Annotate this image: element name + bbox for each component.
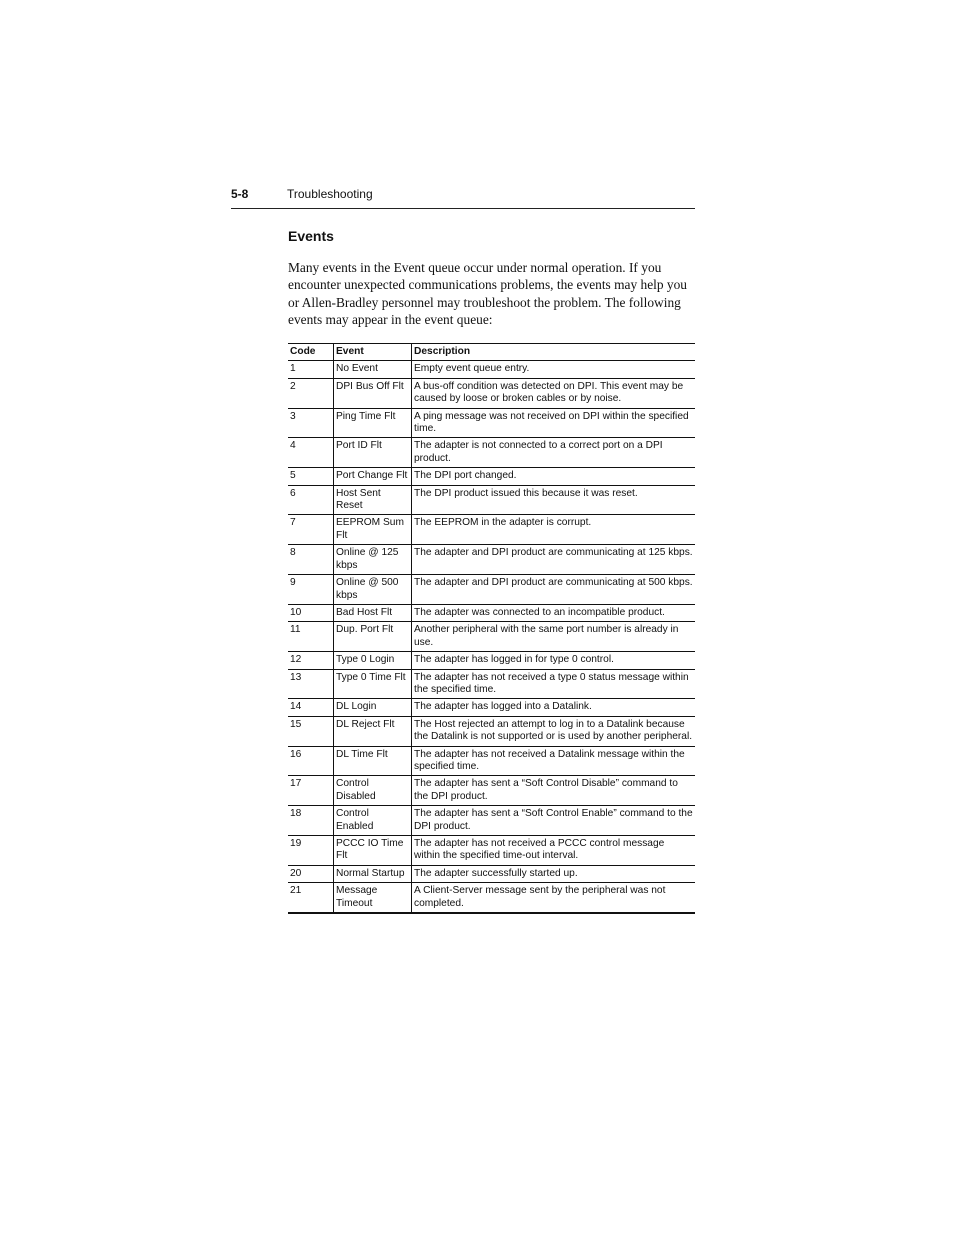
event-code: 8 bbox=[288, 545, 334, 575]
event-name: Bad Host Flt bbox=[334, 604, 412, 621]
event-description: The adapter has not received a Datalink message within the specified time. bbox=[412, 746, 696, 776]
event-name: Control Disabled bbox=[334, 776, 412, 806]
event-name: Ping Time Flt bbox=[334, 408, 412, 438]
table-row bbox=[288, 883, 695, 913]
event-name: Online @ 500 kbps bbox=[334, 575, 412, 605]
event-name: EEPROM Sum Flt bbox=[334, 515, 412, 545]
event-code: 17 bbox=[288, 776, 334, 806]
event-code: 9 bbox=[288, 575, 334, 605]
table-row bbox=[288, 575, 695, 605]
event-description: The adapter successfully started up. bbox=[412, 865, 696, 882]
event-description: The adapter has logged in for type 0 control. bbox=[412, 652, 696, 669]
event-code: 1 bbox=[288, 361, 334, 378]
event-name: DPI Bus Off Flt bbox=[334, 378, 412, 408]
event-description: A ping message was not received on DPI within the specified time. bbox=[412, 408, 696, 438]
event-name: Port Change Flt bbox=[334, 468, 412, 485]
event-code: 15 bbox=[288, 716, 334, 746]
event-description: The EEPROM in the adapter is corrupt. bbox=[412, 515, 696, 545]
event-code: 19 bbox=[288, 836, 334, 866]
event-code: 13 bbox=[288, 669, 334, 699]
event-description: A Client-Server message sent by the peripheral was not completed. bbox=[414, 885, 666, 909]
event-code: 21 bbox=[288, 883, 334, 913]
table-row bbox=[288, 545, 695, 575]
event-code: 2 bbox=[288, 378, 334, 408]
event-name: Online @ 125 kbps bbox=[334, 545, 412, 575]
event-description: The Host rejected an attempt to log in to a Datalink because the Datalink is not supported or is used by another peripheral. bbox=[412, 716, 696, 746]
event-name: Host Sent Reset bbox=[334, 485, 412, 515]
event-description: The adapter is not connected to a correct port on a DPI product. bbox=[412, 438, 696, 468]
table-row bbox=[288, 378, 695, 408]
event-name: Port ID Flt bbox=[334, 438, 412, 468]
table-row bbox=[288, 776, 695, 806]
event-description: The adapter and DPI product are communicating at 125 kbps. bbox=[412, 545, 696, 575]
event-description: A bus-off condition was detected on DPI. This event may be caused by loose or broken cables or by noise. bbox=[412, 378, 696, 408]
table-row bbox=[288, 865, 695, 882]
table-row bbox=[288, 669, 695, 699]
event-description: The adapter was connected to an incompatible product. bbox=[412, 604, 696, 621]
event-name: No Event bbox=[334, 361, 412, 378]
event-name: Message Timeout bbox=[334, 883, 412, 913]
event-code: 14 bbox=[288, 699, 334, 716]
table-row bbox=[288, 485, 695, 515]
event-code: 5 bbox=[288, 468, 334, 485]
event-name: DL Login bbox=[334, 699, 412, 716]
table-row bbox=[288, 716, 695, 746]
event-name: DL Time Flt bbox=[334, 746, 412, 776]
table-row bbox=[288, 468, 695, 485]
section-heading: Events bbox=[288, 228, 334, 244]
table-row bbox=[288, 652, 695, 669]
table-row bbox=[288, 604, 695, 621]
event-code: 7 bbox=[288, 515, 334, 545]
table-row bbox=[288, 408, 695, 438]
table-row bbox=[288, 515, 695, 545]
event-code: 12 bbox=[288, 652, 334, 669]
table-header-row bbox=[288, 344, 695, 361]
event-description: The DPI port changed. bbox=[412, 468, 696, 485]
event-name: Dup. Port Flt bbox=[334, 622, 412, 652]
events-table bbox=[288, 343, 695, 914]
table-row bbox=[288, 622, 695, 652]
column-header-event: Event bbox=[334, 344, 412, 361]
event-description: The adapter has not received a PCCC control message within the specified time-out interval. bbox=[412, 836, 696, 866]
running-head: Troubleshooting bbox=[287, 187, 373, 201]
table-row bbox=[288, 746, 695, 776]
event-name: Type 0 Time Flt bbox=[334, 669, 412, 699]
table-row bbox=[288, 699, 695, 716]
page-number: 5-8 bbox=[231, 187, 249, 201]
event-code: 18 bbox=[288, 806, 334, 836]
event-description: The DPI product issued this because it was reset. bbox=[412, 485, 696, 515]
column-header-code: Code bbox=[288, 344, 334, 361]
event-code: 6 bbox=[288, 485, 334, 515]
event-code: 4 bbox=[288, 438, 334, 468]
event-name: Normal Startup bbox=[334, 865, 412, 882]
page-header bbox=[231, 186, 695, 209]
event-code: 3 bbox=[288, 408, 334, 438]
event-name: DL Reject Flt bbox=[334, 716, 412, 746]
table-row bbox=[288, 361, 695, 378]
table-row bbox=[288, 836, 695, 866]
event-name: Type 0 Login bbox=[334, 652, 412, 669]
event-code: 16 bbox=[288, 746, 334, 776]
event-description: The adapter and DPI product are communicating at 500 kbps. bbox=[412, 575, 696, 605]
event-code: 10 bbox=[288, 604, 334, 621]
intro-paragraph: Many events in the Event queue occur under normal operation. If you encounter unexpected communications problems, the events may help you or Allen-Bradley personnel may troubleshoot the problem. The following events may appear in the event queue: bbox=[288, 260, 687, 327]
event-description: The adapter has sent a “Soft Control Disable” command to the DPI product. bbox=[412, 776, 696, 806]
event-description: Another peripheral with the same port number is already in use. bbox=[412, 622, 696, 652]
event-description: The adapter has sent a “Soft Control Enable” command to the DPI product. bbox=[412, 806, 696, 836]
event-name: PCCC IO Time Flt bbox=[334, 836, 412, 866]
event-name: Control Enabled bbox=[334, 806, 412, 836]
event-code: 11 bbox=[288, 622, 334, 652]
table-row bbox=[288, 438, 695, 468]
column-header-description: Description bbox=[412, 344, 696, 361]
event-description: The adapter has logged into a Datalink. bbox=[412, 699, 696, 716]
event-description: The adapter has not received a type 0 status message within the specified time. bbox=[412, 669, 696, 699]
table-row bbox=[288, 806, 695, 836]
event-code: 20 bbox=[288, 865, 334, 882]
event-description: Empty event queue entry. bbox=[412, 361, 696, 378]
